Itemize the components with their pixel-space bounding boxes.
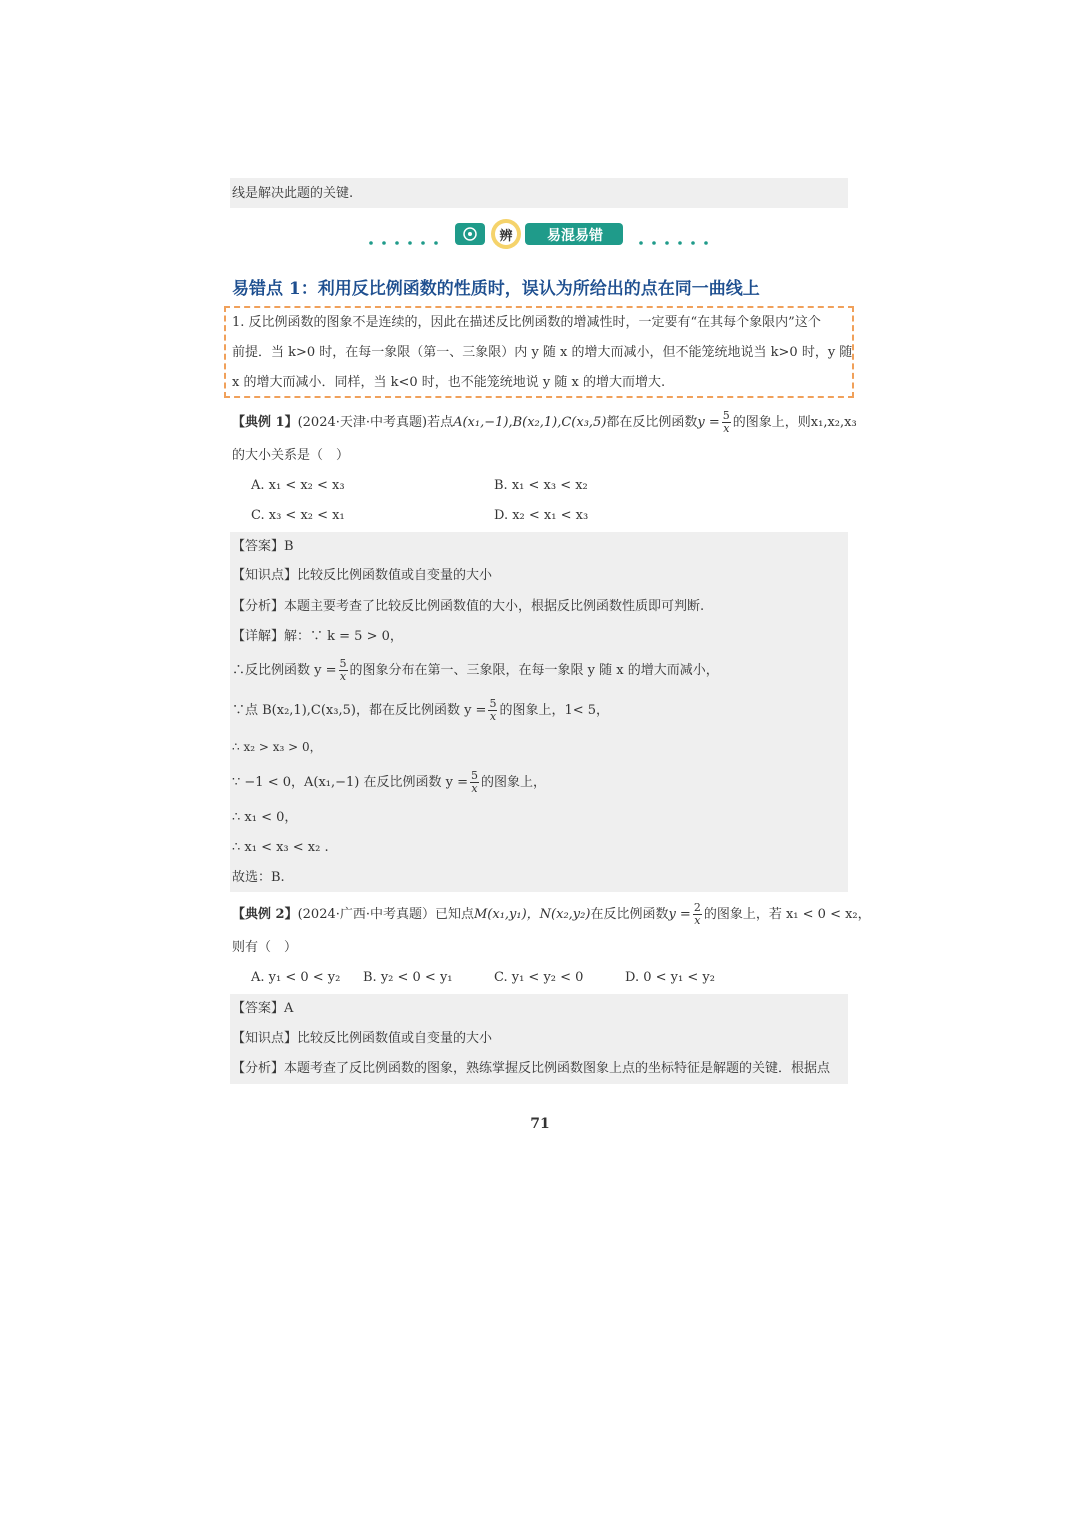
fraction-numerator: 5 — [489, 697, 497, 710]
example1-stem — [232, 410, 857, 435]
analysis-tag: 【分析】 — [232, 599, 285, 614]
example1-option-a: A. x₁ < x₂ < x₃ — [251, 478, 345, 493]
knowledge-tag: 【知识点】 — [232, 1031, 298, 1046]
fraction-numerator: 2 — [693, 901, 701, 914]
detail-line-1: 解：∵ k = 5 > 0， — [284, 629, 403, 644]
example2-option-b: B. y₂ < 0 < y₁ — [363, 970, 453, 985]
fraction-denominator: x — [723, 422, 730, 435]
detail-line-5b: 的图象上， — [481, 775, 547, 790]
example1-option-b: B. x₁ < x₃ < x₂ — [494, 478, 588, 493]
detail-tag: 【详解】 — [232, 629, 285, 644]
knowledge-text: 比较反比例函数值或自变量的大小 — [297, 568, 493, 583]
example2-option-c: C. y₁ < y₂ < 0 — [494, 970, 584, 985]
example1-detail-5 — [232, 770, 546, 795]
example1-option-d: D. x₂ < x₁ < x₃ — [494, 508, 589, 523]
answer-text: A — [284, 1001, 294, 1016]
example2-stem — [232, 902, 871, 927]
example2-source: (2024·广西·中考真题）已知点 — [297, 907, 474, 922]
example1-tail: 的图象上，则x₁,x₂,x₃ — [732, 415, 857, 430]
example2-func: y = — [668, 907, 691, 922]
analysis-tag: 【分析】 — [232, 1061, 285, 1076]
analysis-text: 本题主要考查了比较反比例函数值的大小，根据反比例函数性质即可判断. — [284, 599, 705, 614]
example1-detail-4: ∴ x₂ > x₃ > 0， — [232, 740, 322, 754]
top-note: 线是解决此题的关键. — [232, 186, 354, 201]
example1-source: (2024·天津·中考真题)若点 — [297, 415, 454, 430]
knowledge-tag: 【知识点】 — [232, 568, 298, 583]
detail-line-2b: 的图象分布在第一、三象限，在每一象限 y 随 x 的增大而减小， — [349, 663, 719, 678]
example2-stem-line2: 则有（ ） — [232, 940, 298, 955]
example1-detail-2 — [232, 658, 719, 683]
example1-tag: 【典例 1】 — [232, 415, 298, 430]
example2-fraction — [693, 902, 702, 927]
example1-detail-7: ∴ x₁ < x₃ < x₂ . — [232, 840, 329, 855]
banner-label: 易混易错 — [547, 228, 603, 244]
answer-text: B — [284, 539, 294, 554]
error-point-title: 易错点 1：利用反比例函数的性质时，误认为所给出的点在同一曲线上 — [232, 279, 760, 299]
example2-option-d: D. 0 < y₁ < y₂ — [625, 970, 715, 985]
example1-knowledge — [232, 567, 492, 585]
example1-answer — [232, 538, 294, 556]
note-line-3: x 的增大而减小．同样，当 k<0 时，也不能笼统地说 y 随 x 的增大而增大. — [232, 375, 666, 390]
analysis-text: 本题考查了反比例函数的图象，熟练掌握反比例函数图象上点的坐标特征是解题的关键．根据点 — [284, 1061, 831, 1076]
example1-option-c: C. x₃ < x₂ < x₁ — [251, 508, 345, 523]
example1-detail-1 — [232, 628, 403, 646]
example2-knowledge — [232, 1030, 492, 1048]
fraction-denominator: x — [489, 710, 497, 723]
example1-analysis — [232, 598, 704, 616]
example2-answer — [232, 1000, 293, 1018]
fraction-numerator: 5 — [722, 409, 730, 422]
fraction-numerator: 5 — [471, 769, 478, 782]
example1-func: y = — [697, 415, 720, 430]
example1-detail-3 — [232, 698, 609, 723]
detail-fraction-2 — [339, 658, 348, 683]
fraction-denominator: x — [339, 670, 347, 683]
fraction-denominator: x — [471, 782, 478, 795]
detail-line-5a: ∵ −1 < 0，A(x₁,−1) 在反比例函数 y = — [232, 775, 468, 790]
example1-mid: 都在反比例函数 — [606, 415, 698, 430]
answer-tag: 【答案】 — [232, 1001, 285, 1016]
example2-tag: 【典例 2】 — [232, 907, 298, 922]
note-line-1: 1. 反比例函数的图象不是连续的，因此在描述反比例函数的增减性时，一定要有“在其每个象限内”这个 — [232, 315, 821, 330]
example2-points: M(x₁,y₁)，N(x₂,y₂) — [474, 907, 591, 922]
example1-stem-line2: 的大小关系是（ ） — [232, 448, 350, 463]
fraction-denominator: x — [694, 914, 701, 927]
detail-fraction-5 — [470, 770, 479, 795]
fraction-numerator: 5 — [339, 657, 347, 670]
detail-line-3a: ∵点 B(x₂,1),C(x₃,5)，都在反比例函数 y = — [232, 703, 487, 718]
note-line-2: 前提．当 k>0 时，在每一象限（第一、三象限）内 y 随 x 的增大而减小，但不能笼统地说当 k>0 时，y 随 — [232, 345, 853, 360]
example1-detail-6: ∴ x₁ < 0， — [232, 810, 298, 825]
example2-analysis — [232, 1060, 830, 1078]
example1-points: A(x₁,−1),B(x₂,1),C(x₃,5) — [453, 415, 607, 430]
detail-line-2a: ∴反比例函数 y = — [232, 663, 337, 678]
detail-line-3b: 的图象上，1< 5， — [499, 703, 610, 718]
answer-tag: 【答案】 — [232, 539, 285, 554]
banner-icon-text: 辨 — [499, 229, 513, 244]
detail-fraction-3 — [488, 698, 497, 723]
page-number: 71 — [530, 1116, 550, 1132]
example1-detail-8: 故选：B. — [232, 870, 285, 885]
example1-fraction — [722, 410, 731, 435]
knowledge-text: 比较反比例函数值或自变量的大小 — [297, 1031, 493, 1046]
example2-tail: 的图象上，若 x₁ < 0 < x₂， — [703, 907, 871, 922]
example2-option-a: A. y₁ < 0 < y₂ — [251, 970, 341, 985]
example2-mid: 在反比例函数 — [590, 907, 669, 922]
